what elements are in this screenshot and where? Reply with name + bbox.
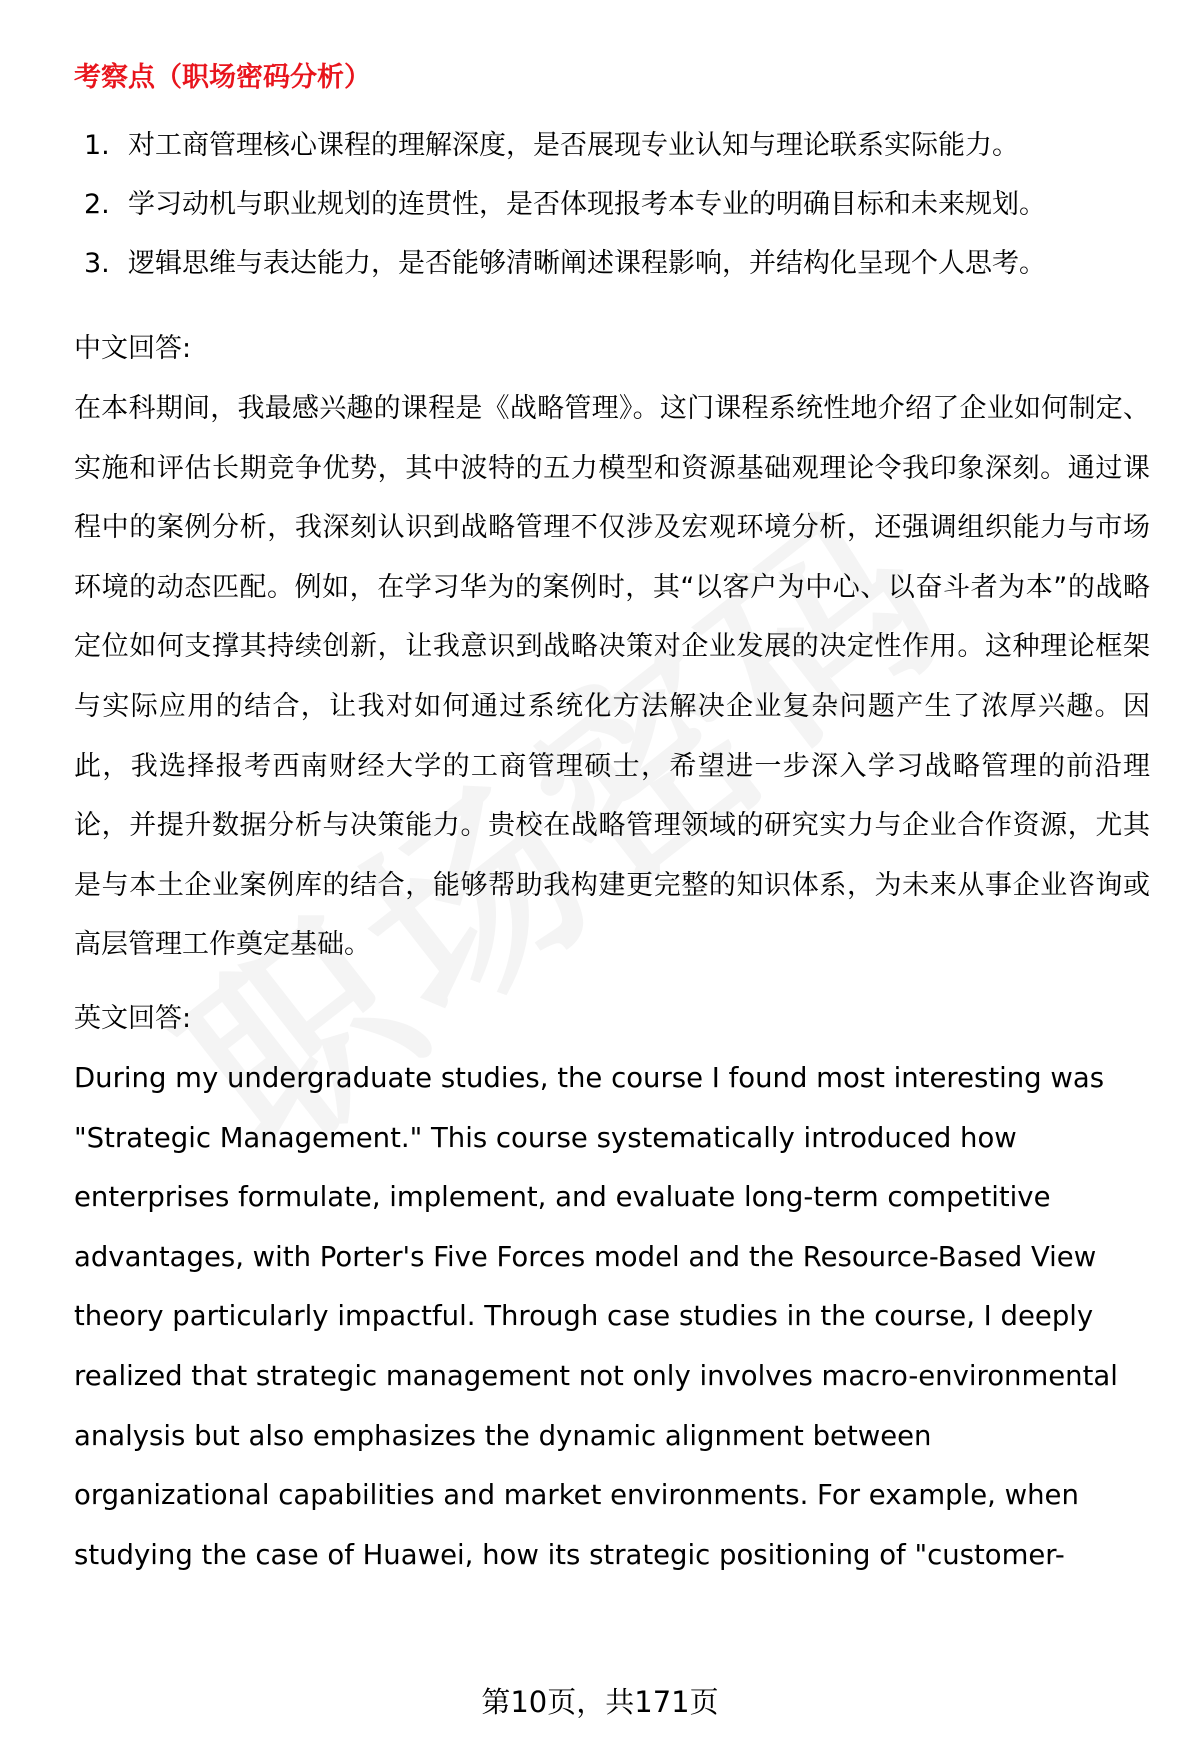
text-line: enterprises formulate, implement, and evaluate long-term competitive xyxy=(74,1181,1051,1214)
list-item xyxy=(74,175,1150,234)
list-item-text: 对工商管理核心课程的理解深度，是否展现专业认知与理论联系实际能力。 xyxy=(128,130,1019,161)
english-answer-body xyxy=(74,1049,1150,1585)
list-item-number: 3. xyxy=(84,248,110,279)
list-item-text: 学习动机与职业规划的连贯性，是否体现报考本专业的明确目标和未来规划。 xyxy=(128,189,1046,220)
list-item-text: 逻辑思维与表达能力，是否能够清晰阐述课程影响，并结构化呈现个人思考。 xyxy=(128,248,1046,279)
text-line: organizational capabilities and market environments. For example, when xyxy=(74,1479,1079,1512)
english-answer-label: 英文回答: xyxy=(74,1002,192,1034)
assessment-points xyxy=(74,116,1150,293)
text-line: "Strategic Management." This course systematically introduced how xyxy=(74,1121,1017,1154)
list-item xyxy=(74,116,1150,175)
text-line: realized that strategic management not only involves macro-environmental xyxy=(74,1359,1118,1392)
text-line: theory particularly impactful. Through case studies in the course, I deeply xyxy=(74,1300,1094,1333)
text-line: analysis but also emphasizes the dynamic alignment between xyxy=(74,1419,932,1452)
text-line: advantages, with Porter's Five Forces model and the Resource-Based View xyxy=(74,1240,1097,1273)
document-content xyxy=(74,58,1150,1585)
chinese-answer-label: 中文回答: xyxy=(74,333,192,364)
section-heading: 考察点（职场密码分析） xyxy=(74,62,371,93)
list-item xyxy=(74,234,1150,293)
list-item-number: 2. xyxy=(84,189,110,220)
list-item-number: 1. xyxy=(84,130,110,161)
page-number: 第10页，共171页 xyxy=(481,1685,719,1719)
text-line: studying the case of Huawei, how its strategic positioning of "customer- xyxy=(74,1538,1065,1571)
chinese-answer-body: 在本科期间，我最感兴趣的课程是《战略管理》。这门课程系统性地介绍了企业如何制定、实施和评估长期竞争优势，其中波特的五力模型和资源基础观理论令我印象深刻。通过课程中的案例分析，我深刻认识到战略管理不仅涉及宏观环境分析，还强调组织能力与市场环境的动态匹配。例如，在学习华为的案例时，其“以客户为中心、以奋斗者为本”的战略定位如何支撑其持续创新，让我意识到战略决策对企业发展的决定性作用。这种理论框架与实际应用的结合，让我对如何通过系统化方法解决企业复杂问题产生了浓厚兴趣。因此，我选择报考西南财经大学的工商管理硕士，希望进一步深入学习战略管理的前沿理论，并提升数据分析与决策能力。贵校在战略管理领域的研究实力与企业合作资源，尤其是与本土企业案例库的结合，能够帮助我构建更完整的知识体系，为未来从事企业咨询或高层管理工作奠定基础。 xyxy=(74,393,1150,961)
text-line: During my undergraduate studies, the course I found most interesting was xyxy=(74,1061,1105,1094)
